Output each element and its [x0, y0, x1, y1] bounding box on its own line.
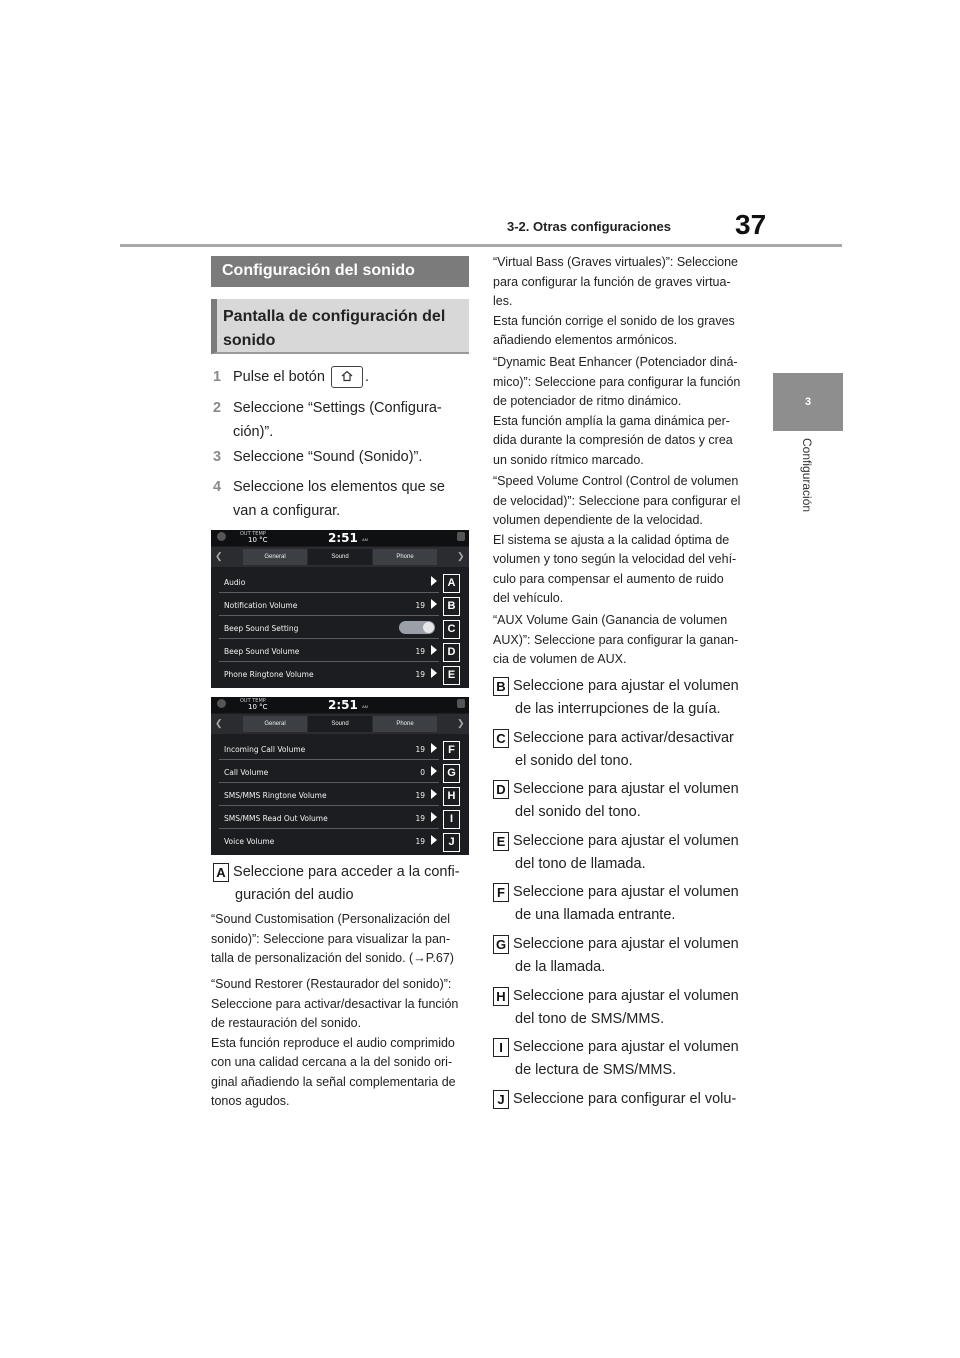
- paragraph-virtual-bass: [493, 253, 755, 351]
- letter-box: G: [493, 935, 509, 954]
- item-text: Seleccione para ajustar el volumen: [513, 936, 739, 952]
- sound-settings-screen-2: [211, 697, 469, 855]
- text-line: volumen y tono según la velocidad del vehí-: [493, 552, 737, 566]
- row-voice-volume[interactable]: [219, 831, 439, 851]
- clock-ampm: AM: [362, 537, 368, 542]
- step-number: 2: [213, 400, 222, 416]
- step-text: Seleccione “Sound (Sonido)”.: [233, 449, 423, 465]
- letter-box: F: [493, 883, 509, 902]
- text-line: un sonido rítmico marcado.: [493, 452, 644, 467]
- step-1: [213, 365, 473, 389]
- text-line: tonos agudos.: [211, 1094, 290, 1108]
- letter-box: C: [493, 729, 509, 748]
- letter-box: A: [213, 863, 229, 882]
- row-sms-ringtone-volume[interactable]: [219, 785, 439, 806]
- text-line: de potenciador de ritmo dinámico.: [493, 394, 682, 408]
- step-text-cont: van a configurar.: [233, 503, 341, 519]
- item-text: Seleccione para acceder a la confi-: [233, 864, 460, 880]
- item-text: Seleccione para ajustar el volumen: [513, 678, 739, 694]
- step-number: 3: [213, 449, 222, 465]
- text-line: volumen dependiente de la velocidad.: [493, 513, 703, 527]
- temp-label: OUT TEMP: [240, 698, 266, 704]
- row-label: Audio: [224, 578, 246, 587]
- row-incoming-call-volume[interactable]: [219, 739, 439, 760]
- subsection-heading: [211, 299, 469, 354]
- step-text: Seleccione los elementos que se: [233, 479, 445, 495]
- item-text-cont: del tono de llamada.: [515, 855, 646, 872]
- row-label: Incoming Call Volume: [224, 745, 306, 754]
- subsection-heading-line2: sonido: [223, 332, 276, 349]
- text-line: AUX)”: Seleccione para configurar la ganan-: [493, 632, 739, 647]
- callout-b: B: [443, 597, 460, 616]
- chevron-right-icon: [431, 668, 437, 678]
- text-line: ginal añadiendo la señal complementaria de: [211, 1074, 456, 1089]
- callout-c: C: [443, 620, 460, 639]
- item-i: [493, 1036, 763, 1081]
- text-line: El sistema se ajusta a la calidad óptima de: [493, 532, 730, 547]
- item-text: Seleccione para ajustar el volumen: [513, 833, 739, 849]
- page-number: 37: [735, 209, 767, 240]
- callout-g: G: [443, 764, 460, 783]
- text-line: del vehículo.: [493, 591, 564, 605]
- text-line: Esta función amplía la gama dinámica per-: [493, 413, 730, 428]
- clock-time: 2:51: [328, 698, 358, 712]
- text-line: para configurar la función de graves virtua-: [493, 274, 731, 289]
- chevron-right-icon: [431, 835, 437, 845]
- chevron-right-icon: [431, 645, 437, 655]
- paragraph-dynamic-beat: [493, 353, 755, 470]
- phone-status-icon: [457, 532, 465, 541]
- item-text: Seleccione para ajustar el volumen: [513, 988, 739, 1004]
- chevron-right-icon: [431, 812, 437, 822]
- row-label: Notification Volume: [224, 601, 298, 610]
- step-text: Pulse el botón: [233, 369, 325, 385]
- text-line: “Dynamic Beat Enhancer (Potenciador diná-: [493, 355, 738, 369]
- climate-icon: [217, 699, 226, 708]
- forward-arrow-icon[interactable]: ❯: [457, 718, 465, 728]
- row-label: Beep Sound Setting: [224, 624, 299, 633]
- text-line: cia de volumen de AUX.: [493, 652, 627, 666]
- row-beep-sound-volume[interactable]: [219, 641, 439, 662]
- row-value: 19: [415, 837, 425, 846]
- paragraph-speed-volume: [493, 472, 755, 609]
- subsection-heading-line1: Pantalla de configuración del: [223, 308, 446, 325]
- text-line: con una calidad cercana a la del sonido ori-: [211, 1055, 453, 1069]
- item-e: [493, 830, 763, 875]
- item-f: [493, 881, 763, 926]
- text-line: de restauración del sonido.: [211, 1016, 362, 1030]
- step-3: [213, 445, 473, 469]
- section-title: 3-2. Otras configuraciones: [507, 219, 671, 234]
- chapter-tab: 3: [773, 373, 843, 431]
- item-b: [493, 675, 763, 720]
- back-arrow-icon[interactable]: ❮: [215, 551, 223, 561]
- item-text: Seleccione para activar/desactivar: [513, 730, 734, 746]
- row-value: 19: [415, 791, 425, 800]
- row-value: 0: [420, 768, 425, 777]
- letter-box: J: [493, 1090, 509, 1109]
- row-label: Voice Volume: [224, 837, 275, 846]
- climate-icon: [217, 532, 226, 541]
- row-value: 19: [415, 670, 425, 679]
- text-line: dida durante la compresión de datos y crea: [493, 433, 733, 447]
- callout-e: E: [443, 666, 460, 685]
- tab-phone[interactable]: Phone: [373, 549, 437, 565]
- section-heading: Configuración del sonido: [211, 256, 469, 287]
- letter-box: H: [493, 987, 509, 1006]
- chevron-right-icon: [431, 766, 437, 776]
- text-line: sonido)”: Seleccione para visualizar la pan-: [211, 931, 451, 946]
- item-text: Seleccione para configurar el volu-: [513, 1091, 737, 1107]
- callout-j: J: [443, 833, 460, 852]
- item-text: Seleccione para ajustar el volumen: [513, 1039, 739, 1055]
- chevron-right-icon: [431, 576, 437, 586]
- text-line: añadiendo elementos armónicos.: [493, 333, 678, 347]
- row-notification-volume[interactable]: [219, 595, 439, 616]
- back-arrow-icon[interactable]: ❮: [215, 718, 223, 728]
- row-beep-sound-setting[interactable]: [219, 618, 439, 639]
- text-line: mico)”: Seleccione para configurar la función: [493, 374, 741, 389]
- text-line: de velocidad)”: Seleccione para configurar el: [493, 493, 741, 508]
- row-label: Call Volume: [224, 768, 269, 777]
- item-g: [493, 933, 763, 978]
- step-number: 4: [213, 479, 222, 495]
- letter-box: B: [493, 677, 509, 696]
- item-text-cont: guración del audio: [235, 886, 354, 903]
- item-text-cont: de la llamada.: [515, 958, 606, 975]
- item-h: [493, 985, 763, 1030]
- tab-general[interactable]: General: [243, 716, 307, 732]
- row-value: 19: [415, 647, 425, 656]
- text-line: “Virtual Bass (Graves virtuales)”: Seleccione: [493, 255, 738, 269]
- callout-i: I: [443, 810, 460, 829]
- letter-box: I: [493, 1038, 509, 1057]
- status-bar: [211, 697, 469, 713]
- tab-bar: [211, 714, 469, 734]
- item-text-cont: del tono de SMS/MMS.: [515, 1010, 665, 1027]
- clock-time: 2:51: [328, 531, 358, 545]
- callout-a: A: [443, 574, 460, 593]
- row-sms-read-out-volume[interactable]: [219, 808, 439, 829]
- item-text-cont: el sonido del tono.: [515, 752, 633, 769]
- text-line: les.: [493, 294, 513, 308]
- row-call-volume[interactable]: [219, 762, 439, 783]
- row-value: 19: [415, 745, 425, 754]
- callout-d: D: [443, 643, 460, 662]
- row-phone-ringtone-volume[interactable]: [219, 664, 439, 684]
- text-line: talla de personalización del sonido. (→P.67): [211, 951, 454, 965]
- step-text: Seleccione “Settings (Configura-: [233, 400, 442, 416]
- chevron-right-icon: [431, 599, 437, 609]
- step-text-end: .: [364, 369, 369, 385]
- header-rule: [120, 244, 842, 247]
- item-j: [493, 1088, 763, 1111]
- item-text: Seleccione para ajustar el volumen: [513, 884, 739, 900]
- tab-phone[interactable]: Phone: [373, 716, 437, 732]
- chapter-side-label: [792, 438, 822, 538]
- item-c: [493, 727, 763, 772]
- item-d: [493, 778, 763, 823]
- temp-value: 10 °C: [248, 536, 268, 544]
- text-line: “AUX Volume Gain (Ganancia de volumen: [493, 613, 728, 627]
- text-line: Esta función corrige el sonido de los graves: [493, 313, 735, 328]
- row-label: SMS/MMS Read Out Volume: [224, 814, 328, 823]
- row-label: Phone Ringtone Volume: [224, 670, 314, 679]
- paragraph-sound-restorer: [211, 975, 481, 1112]
- chevron-right-icon: [431, 789, 437, 799]
- step-2: [213, 396, 473, 444]
- toggle-switch[interactable]: [399, 621, 435, 634]
- item-text-cont: de una llamada entrante.: [515, 906, 676, 923]
- home-button-icon: [331, 366, 363, 388]
- item-text-cont: de las interrupciones de la guía.: [515, 700, 721, 717]
- clock-ampm: AM: [362, 704, 368, 709]
- step-number: 1: [213, 369, 222, 385]
- callout-f: F: [443, 741, 460, 760]
- phone-status-icon: [457, 699, 465, 708]
- paragraph-aux-gain: [493, 611, 755, 670]
- temp-label: OUT TEMP: [240, 531, 266, 537]
- forward-arrow-icon[interactable]: ❯: [457, 551, 465, 561]
- text-line: Seleccione para activar/desactivar la función: [211, 996, 459, 1011]
- row-label: Beep Sound Volume: [224, 647, 300, 656]
- callout-h: H: [443, 787, 460, 806]
- letter-box: D: [493, 780, 509, 799]
- text-line: Esta función reproduce el audio comprimido: [211, 1035, 455, 1050]
- temp-value: 10 °C: [248, 703, 268, 711]
- row-value: 19: [415, 814, 425, 823]
- chevron-right-icon: [431, 743, 437, 753]
- text-line: “Sound Customisation (Personalización del: [211, 912, 451, 926]
- item-text-cont: de lectura de SMS/MMS.: [515, 1061, 677, 1078]
- tab-bar: [211, 547, 469, 567]
- step-text-cont: ción)”.: [233, 424, 274, 440]
- tab-general[interactable]: General: [243, 549, 307, 565]
- paragraph-sound-customisation: [211, 910, 481, 969]
- row-label: SMS/MMS Ringtone Volume: [224, 791, 327, 800]
- row-audio[interactable]: [219, 572, 439, 593]
- step-4: [213, 475, 473, 523]
- status-bar: [211, 530, 469, 546]
- tab-sound[interactable]: Sound: [308, 716, 372, 732]
- item-text: Seleccione para ajustar el volumen: [513, 781, 739, 797]
- chapter-label: Configuración: [800, 438, 814, 513]
- item-text-cont: del sonido del tono.: [515, 803, 641, 820]
- letter-box: E: [493, 832, 509, 851]
- tab-sound[interactable]: Sound: [308, 549, 372, 565]
- row-value: 19: [415, 601, 425, 610]
- text-line: “Speed Volume Control (Control de volumen: [493, 474, 739, 488]
- text-line: “Sound Restorer (Restaurador del sonido)”:: [211, 977, 452, 991]
- sound-settings-screen-1: [211, 530, 469, 688]
- item-a: [213, 861, 475, 906]
- text-line: culo para compensar el aumento de ruido: [493, 571, 724, 586]
